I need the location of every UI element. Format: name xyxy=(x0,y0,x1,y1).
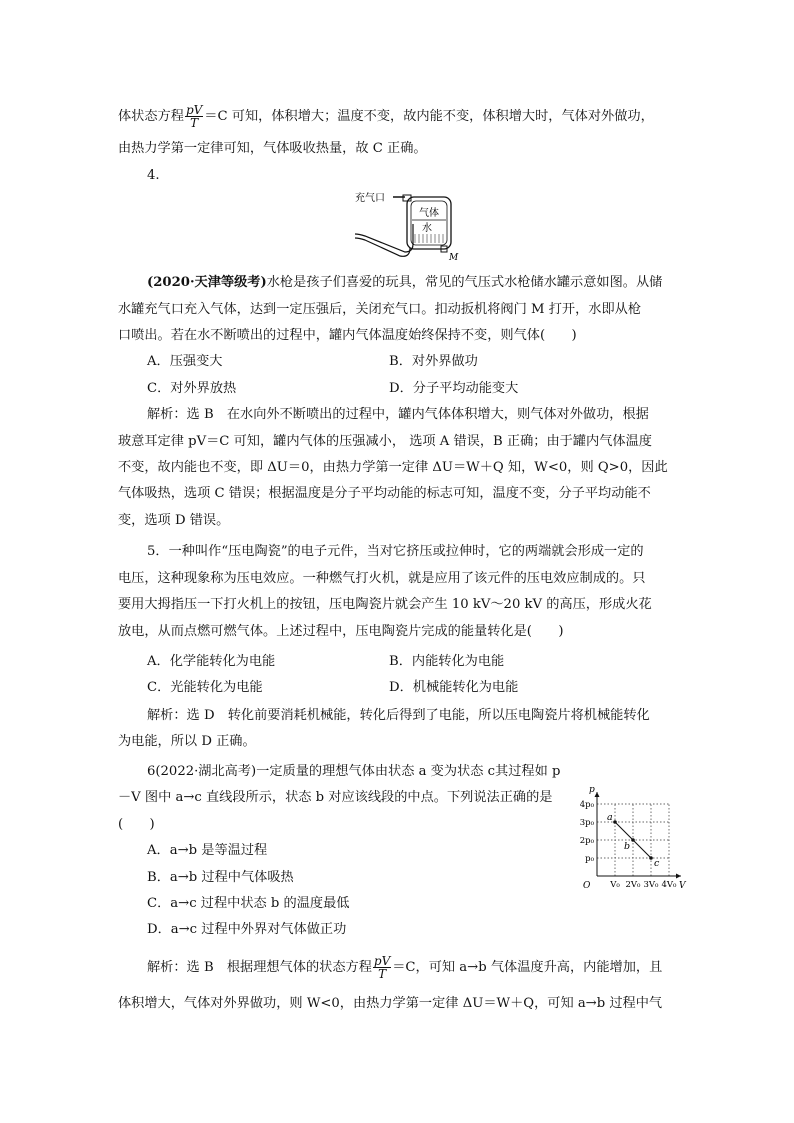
y-axis-arrow xyxy=(595,792,600,797)
water-gun-figure xyxy=(355,188,465,262)
x-tick-label: V₀ xyxy=(610,880,620,890)
q6-option-d: D．a→c 过程中外界对气体做正功 xyxy=(147,922,347,937)
text: ＝C 可知，体积增大；温度不变，故内能不变，体积增大时，气体对外做功， xyxy=(204,109,654,124)
top-line-1 xyxy=(118,104,654,129)
q4-analysis-line-3: 不变，故内能也不变，即 ΔU＝0，由热力学第一定律 ΔU＝W＋Q 知，W<0，则 Q>0，因此 xyxy=(118,460,668,475)
y-tick-label: 2p₀ xyxy=(579,836,594,846)
q6-stem-line-2: －V 图中 a→c 直线段所示，状态 b 对应该线段的中点。下列说法正确的是 xyxy=(118,790,553,805)
q4-option-a: A．压强变大 xyxy=(147,354,223,369)
frac-num: pV xyxy=(373,954,391,968)
figure-label-water: 水 xyxy=(422,223,432,234)
q4-analysis-line-2: 玻意耳定律 pV＝C 可知，罐内气体的压强减小， 选项 A 错误，B 正确；由于罐内气体温度 xyxy=(118,434,652,449)
q4-analysis-line-5: 变，选项 D 错误。 xyxy=(118,513,230,528)
q6-option-b: B．a→b 过程中气体吸热 xyxy=(147,870,294,885)
fraction xyxy=(185,104,203,129)
q4-number: 4. xyxy=(147,168,160,183)
q5-stem-line-4: 放电，从而点燃可燃气体。上述过程中，压电陶瓷片完成的能量转化是( ) xyxy=(118,624,564,639)
point-label-b: b xyxy=(624,841,631,852)
q5-option-a: A．化学能转化为电能 xyxy=(147,654,276,669)
q5-option-c: C．光能转化为电能 xyxy=(147,680,263,695)
y-axis-label: p xyxy=(589,785,595,795)
q4-analysis-line-1: 解析：选 B 在水向外不断喷出的过程中，罐内气体体积增大，则气体对外做功，根据 xyxy=(147,407,649,422)
frac-num: pV xyxy=(185,103,203,117)
data-point-c xyxy=(649,856,653,860)
q5-analysis-line-2: 为电能，所以 D 正确。 xyxy=(118,734,256,749)
point-label-c: c xyxy=(654,858,660,869)
frac-den: T xyxy=(190,116,199,130)
q4-option-b: B．对外界做功 xyxy=(389,354,478,369)
y-tick-label: 4p₀ xyxy=(579,800,594,810)
q4-source: (2020·天津等级考) xyxy=(147,275,267,290)
x-tick-label: 3V₀ xyxy=(643,880,659,890)
q5-stem-line-2: 电压，这种现象称为压电效应。一种燃气打火机，就是应用了该元件的压电效应制成的。只 xyxy=(118,571,646,586)
top-line-2: 由热力学第一定律可知，气体吸收热量，故 C 正确。 xyxy=(118,141,427,156)
q4-option-d: D．分子平均动能变大 xyxy=(389,381,519,396)
x-tick-label: 2V₀ xyxy=(625,880,641,890)
text: ＝C，可知 a→b 气体温度升高，内能增加，且 xyxy=(392,960,663,975)
q5-option-d: D．机械能转化为电能 xyxy=(389,680,519,695)
y-tick-label: p₀ xyxy=(585,854,594,864)
data-point-a xyxy=(613,820,617,824)
q6-option-a: A．a→b 是等温过程 xyxy=(147,843,268,858)
q4-stem-line-1 xyxy=(147,273,662,293)
q6-analysis-line-1 xyxy=(147,955,662,980)
q5-stem-line-3: 要用大拇指压一下打火机上的按钮，压电陶瓷片就会产生 10 kV～20 kV 的高压，形成火花 xyxy=(118,597,652,612)
q5-stem-line-1: 5．一种叫作“压电陶瓷”的电子元件，当对它挤压或拉伸时，它的两端就会形成一定的 xyxy=(147,544,644,559)
q6-stem-line-3: ( ) xyxy=(118,817,155,832)
y-tick-label: 3p₀ xyxy=(579,818,594,828)
q4-option-c: C．对外界放热 xyxy=(147,381,237,396)
text: 解析：选 B 根据理想气体的状态方程 xyxy=(147,960,372,975)
text: 水枪是孩子们喜爱的玩具，常见的气压式水枪储水罐示意如图。从储 xyxy=(266,275,663,290)
q5-analysis-line-1: 解析：选 D 转化前要消耗机械能，转化后得到了电能，所以压电陶瓷片将机械能转化 xyxy=(147,708,650,723)
text: 体状态方程 xyxy=(118,109,184,124)
q5-option-b: B．内能转化为电能 xyxy=(389,654,505,669)
q6-analysis-line-2: 体积增大，气体对外界做功，则 W<0，由热力学第一定律 ΔU＝W＋Q，可知 a→b 过程中气 xyxy=(118,996,663,1011)
origin-label: O xyxy=(583,881,591,891)
q4-stem-line-2: 水罐充气口充入气体，达到一定压强后，关闭充气口。扣动扳机将阀门 M 打开，水即从枪 xyxy=(118,302,642,317)
q6-option-c: C．a→c 过程中状态 b 的温度最低 xyxy=(147,896,350,911)
fraction xyxy=(373,955,391,980)
figure-label-inlet: 充气口 xyxy=(355,193,385,204)
pv-chart xyxy=(575,758,715,898)
data-point-b xyxy=(631,838,635,842)
q4-analysis-line-4: 气体吸热，选项 C 错误；根据温度是分子平均动能的标志可知，温度不变，分子平均动能不 xyxy=(118,486,651,501)
figure-label-valve: M xyxy=(449,253,459,262)
x-tick-label: 4V₀ xyxy=(661,880,677,890)
x-axis-arrow xyxy=(676,874,681,879)
frac-den: T xyxy=(378,967,387,981)
x-axis-label: V xyxy=(679,881,686,891)
q4-stem-line-3: 口喷出。若在水不断喷出的过程中，罐内气体温度始终保持不变，则气体( ) xyxy=(118,328,577,343)
point-label-a: a xyxy=(607,812,613,823)
figure-label-gas: 气体 xyxy=(419,208,439,219)
q6-stem-line-1: 6(2022·湖北高考)一定质量的理想气体由状态 a 变为状态 c其过程如 p xyxy=(147,764,561,779)
